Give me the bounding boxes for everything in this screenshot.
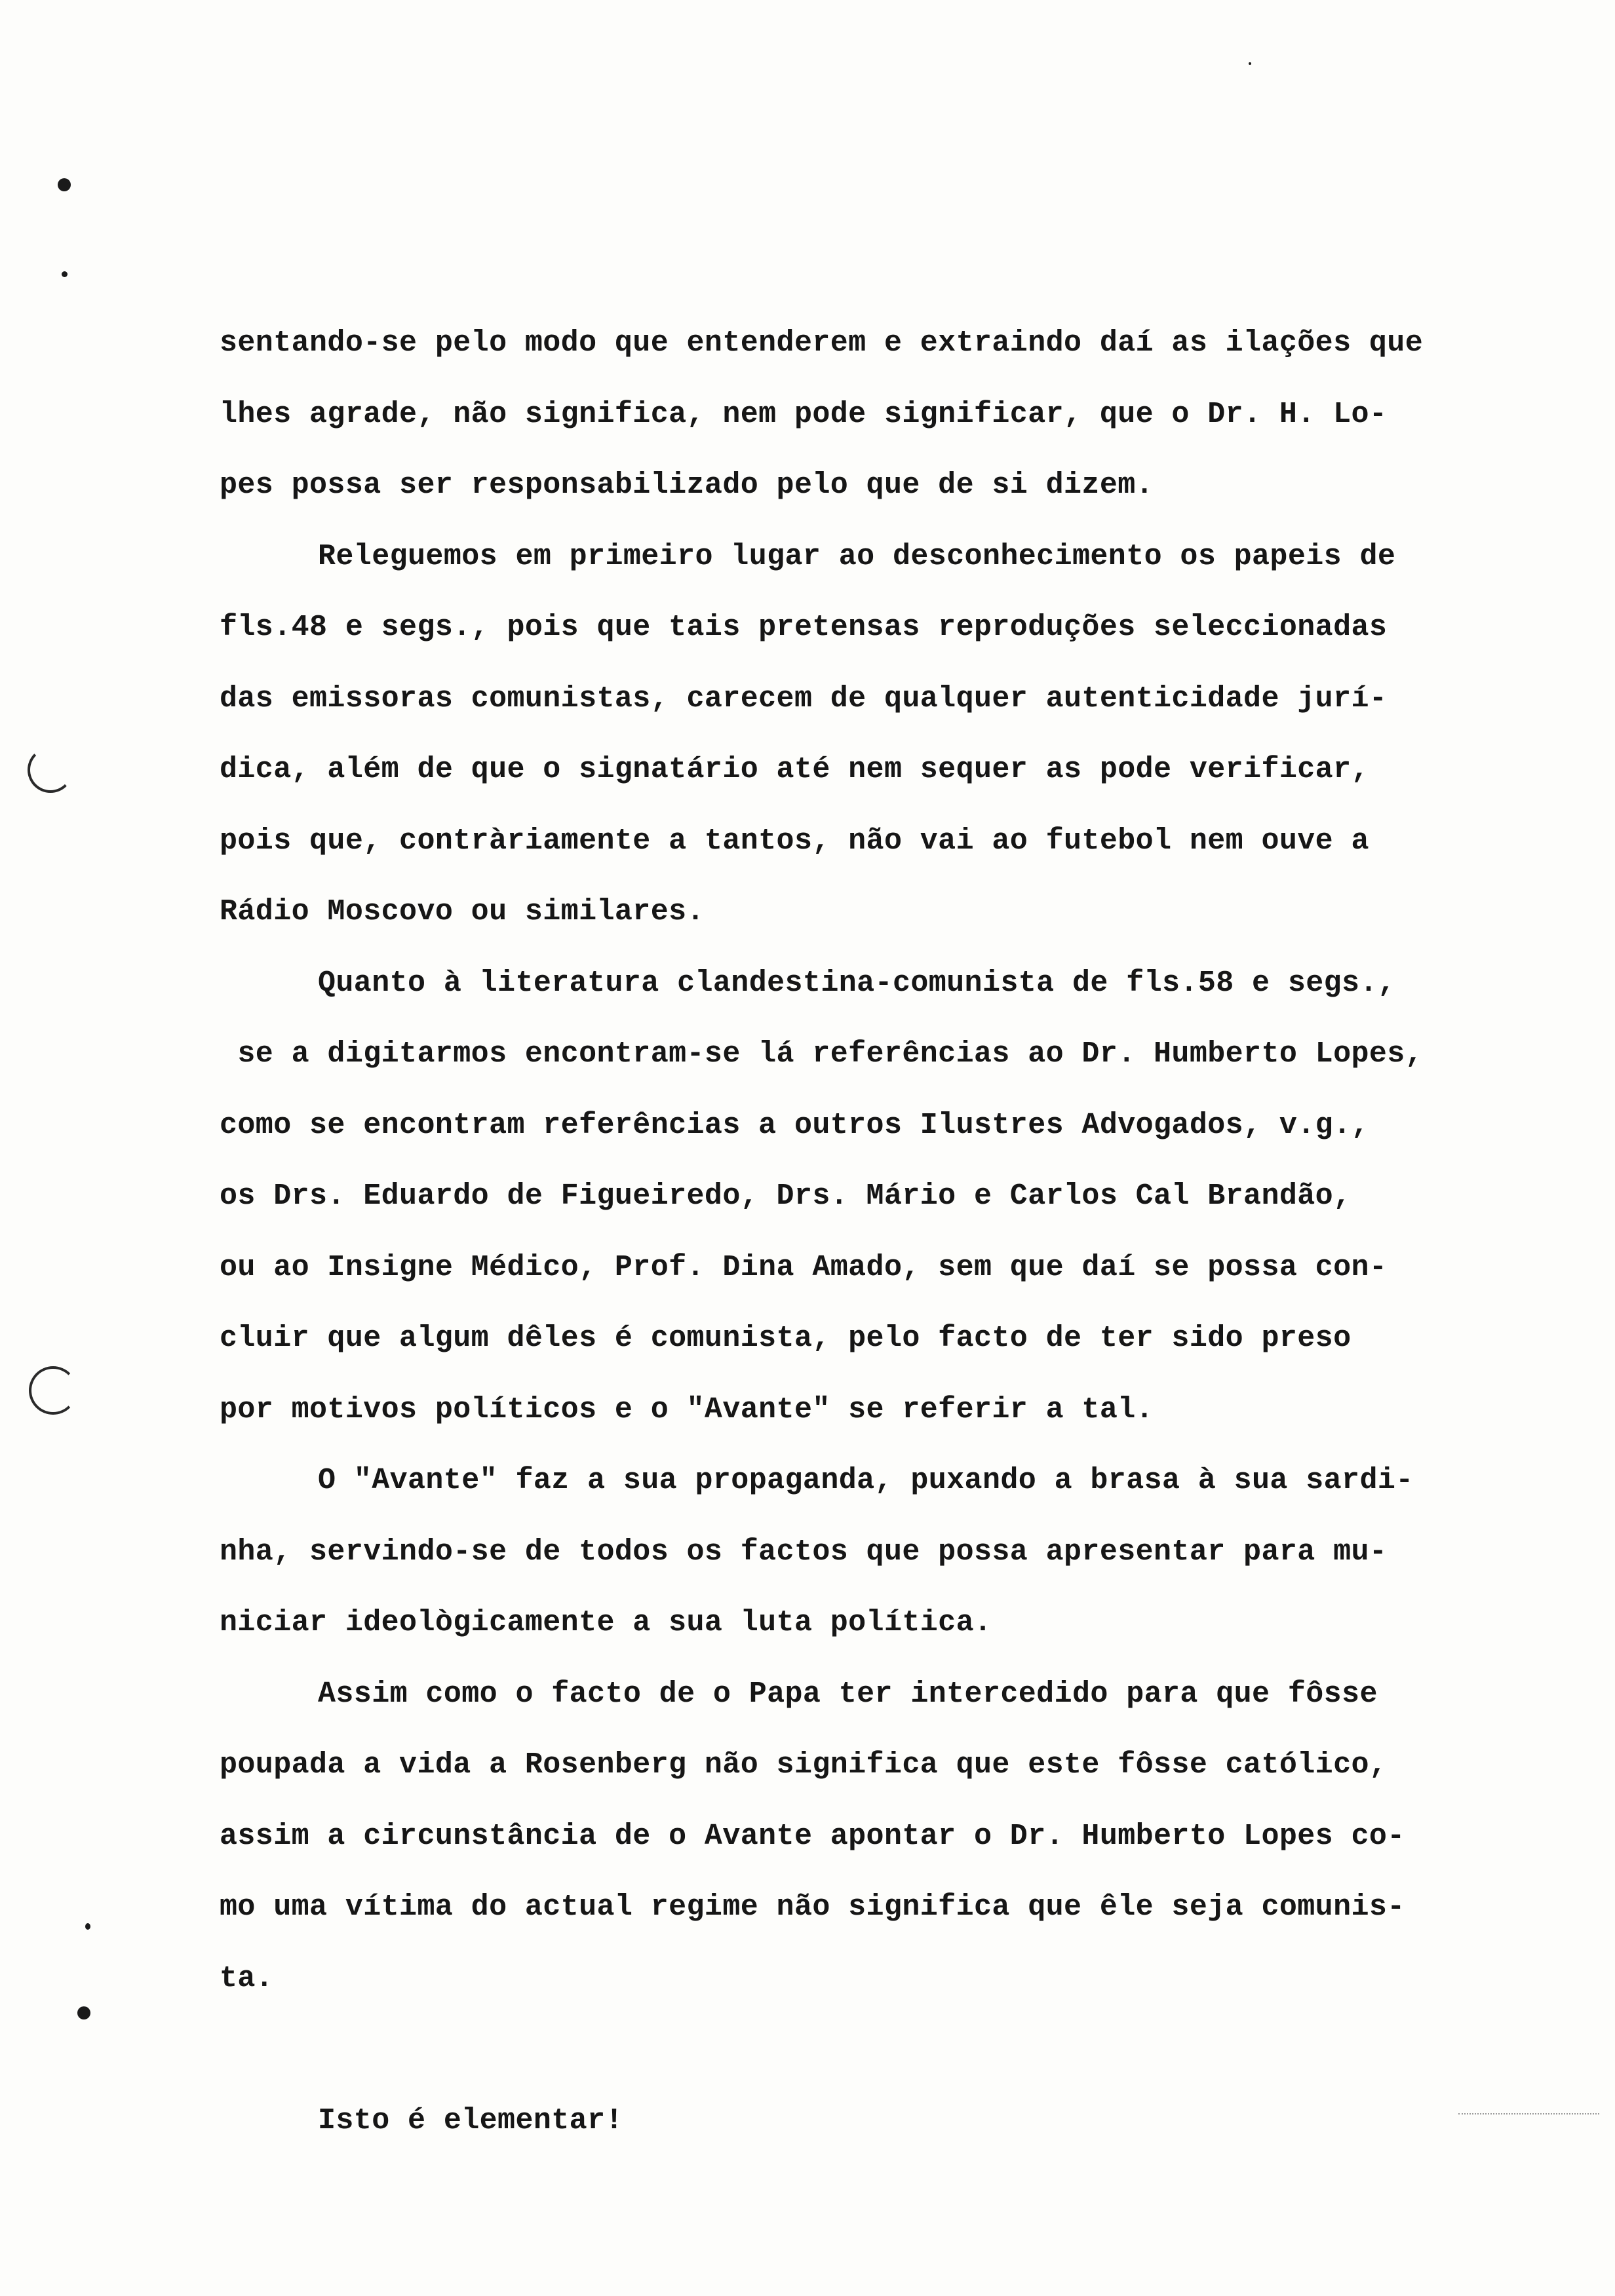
binder-mark <box>58 178 71 191</box>
text-line: das emissoras comunistas, carecem de qualquer autenticidade jurí- <box>220 681 1388 716</box>
blank-line <box>220 2014 1524 2086</box>
text-line: dica, além de que o signatário até nem sequer as pode verificar, <box>220 753 1369 786</box>
speck-mark <box>1249 62 1251 65</box>
closing-line: Isto é elementar! <box>318 2103 623 2137</box>
text-line: pes possa ser responsabilizado pelo que de si dizem. <box>220 469 1154 502</box>
binder-mark <box>62 271 68 277</box>
typed-body-text <box>220 308 1524 2156</box>
text-line: pois que, contràriamente a tantos, não vai ao futebol nem ouve a <box>220 824 1369 858</box>
binder-mark <box>77 2006 90 2019</box>
binder-mark <box>85 1923 90 1930</box>
text-line: poupada a vida a Rosenberg não significa que este fôsse católico, <box>220 1748 1388 1782</box>
punch-hole-mark <box>28 747 73 793</box>
text-line: O "Avante" faz a sua propaganda, puxando a brasa à sua sardi- <box>318 1464 1414 1497</box>
text-line: niciar ideològicamente a sua luta política. <box>220 1606 992 1639</box>
text-line: mo uma vítima do actual regime não significa que êle seja comunis- <box>220 1890 1405 1924</box>
text-line: fls.48 e segs., pois que tais pretensas reproduções seleccionadas <box>220 611 1388 644</box>
text-line: por motivos políticos e o "Avante" se referir a tal. <box>220 1392 1154 1426</box>
text-line: cluir que algum dêles é comunista, pelo facto de ter sido preso <box>220 1322 1352 1355</box>
text-line: Assim como o facto de o Papa ter intercedido para que fôsse <box>318 1677 1378 1711</box>
punch-hole-mark <box>29 1366 77 1415</box>
text-line: se a digitarmos encontram-se lá referências ao Dr. Humberto Lopes, <box>220 1037 1424 1071</box>
text-line: Releguemos em primeiro lugar ao desconhecimento os papeis de <box>318 539 1396 573</box>
text-line: os Drs. Eduardo de Figueiredo, Drs. Mário e Carlos Cal Brandão, <box>220 1179 1352 1213</box>
text-line: Rádio Moscovo ou similares. <box>220 895 705 928</box>
text-line: Quanto à literatura clandestina-comunista de fls.58 e segs., <box>318 966 1396 1000</box>
text-line: ta. <box>220 1961 274 1995</box>
text-line: ou ao Insigne Médico, Prof. Dina Amado, sem que daí se possa con- <box>220 1250 1388 1284</box>
text-line: sentando-se pelo modo que entenderem e extraindo daí as ilações que <box>220 326 1424 360</box>
text-line: lhes agrade, não significa, nem pode significar, que o Dr. H. Lo- <box>220 397 1388 431</box>
text-line: nha, servindo-se de todos os factos que possa apresentar para mu- <box>220 1535 1388 1569</box>
text-line: como se encontram referências a outros Ilustres Advogados, v.g., <box>220 1108 1369 1142</box>
text-line: assim a circunstância de o Avante apontar o Dr. Humberto Lopes co- <box>220 1819 1405 1853</box>
